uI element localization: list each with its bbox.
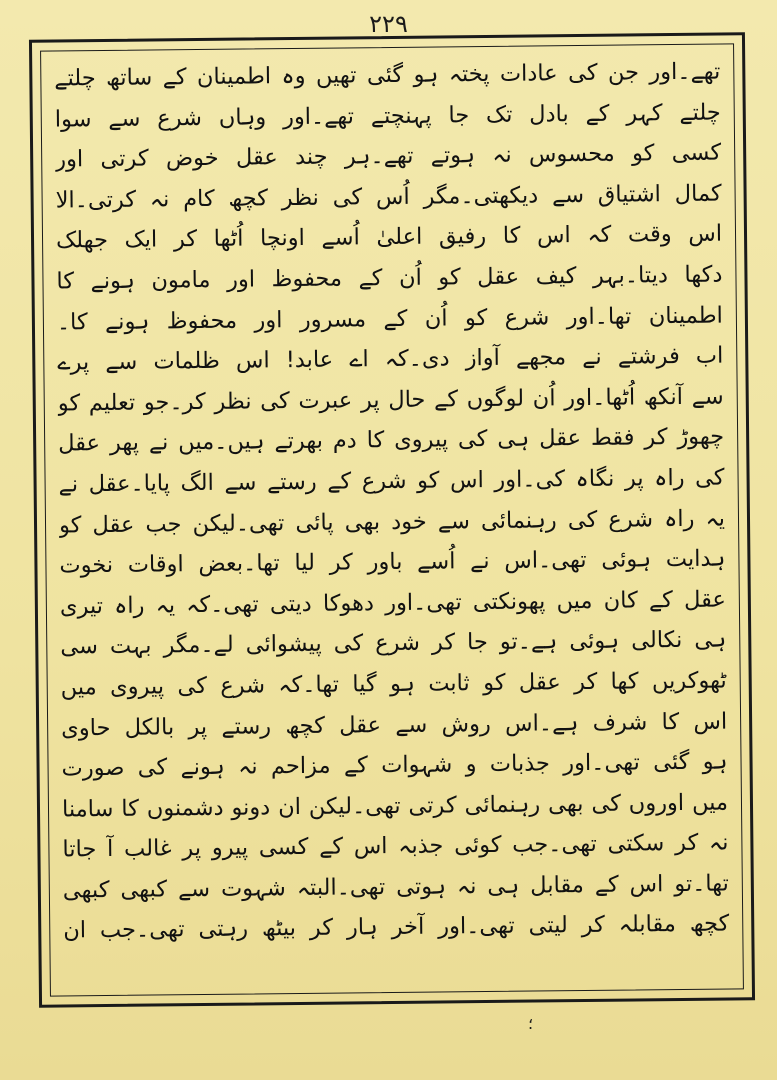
text-line: کی راہ پر نگاہ کی۔اور اس کو شرع کے رستے سے الگ پایا۔عقل نے [58, 464, 725, 498]
text-line: ہی نکالی ہوئی ہے۔تو جا کر شرع کی پیشوائی لے۔مگر بہت سی [60, 626, 727, 660]
text-line: ٹھوکریں کھا کر عقل کو ثابت ہو گیا تھا۔کہ شرع کی پیروی میں [60, 667, 727, 701]
page-border [29, 32, 755, 1007]
text-line: اطمینان تھا۔اور شرع کو اُن کے مسرور اور محفوظ ہونے کا۔ [56, 302, 724, 336]
text-line: میں اوروں کی بھی رہنمائی کرتی تھی۔لیکن ان دونو دشمنوں کا سامنا [61, 789, 729, 823]
text-line: اب فرشتے نے مجھے آواز دی۔کہ اے عابد! اس ظلمات سے پرے [57, 342, 724, 376]
text-line: کسی کو محسوس نہ ہوتے تھے۔ہر چند عقل خوض کرتی اور [55, 139, 722, 173]
text-line: یہ راہ شرع کی رہنمائی سے خود بھی پائی تھی۔لیکن جب عقل کو [58, 505, 726, 539]
body-text [54, 52, 730, 975]
footer-mark: ؛ [528, 1014, 534, 1033]
text-line: کمال اشتیاق سے دیکھتی۔مگر اُس کی نظر کچھ کام نہ کرتی۔الا [55, 180, 722, 214]
text-line: کچھ مقابلہ کر لیتی تھی۔اور آخر ہار کر بیٹھ رہتی تھی۔جب ان [63, 910, 730, 944]
text-line: تھا۔تو اس کے مقابل ہی نہ ہوتی تھی۔البتہ شہوت سے کبھی کبھی [62, 870, 729, 904]
text-line: سے آنکھ اُٹھا۔اور اُن لوگوں کے حال پر عبرت کی نظر کر۔جو تعلیم کو [57, 383, 724, 417]
text-line: نہ کر سکتی تھی۔جب کوئی جذبہ اس کے کسی پیرو پر غالب آ جاتا [62, 829, 729, 863]
text-line: اس کا شرف ہے۔اس روش سے عقل کچھ رستے پر بالکل حاوی [61, 708, 728, 741]
text-line: ہدایت ہوئی تھی۔اس نے اُسے باور کر لیا تھا۔بعض اوقات نخوت [59, 545, 726, 579]
text-line: ہو گئی تھی۔اور جذبات و شہوات کے مزاحم نہ ہونے کی صورت [61, 748, 728, 782]
text-line: عقل کے کان میں پھونکتی تھی۔اور دھوکا دیتی تھی۔کہ یہ راہ تیری [59, 586, 726, 620]
text-line: چھوڑ کر فقط عقل ہی کی پیروی کا دم بھرتے ہیں۔میں نے پھر عقل [58, 423, 725, 457]
text-line: چلتے کہر کے بادل تک جا پہنچتے تھے۔اور وہاں شرع سے سوا [54, 99, 721, 133]
text-line: اس وقت کہ اس کا رفیق اعلیٰ اُسے اونچا اُٹھا کر ایک جھلک [55, 220, 723, 254]
text-line: تھے۔اور جن کی عادات پختہ ہو گئی تھیں وہ اطمینان کے ساتھ چلتے [54, 58, 721, 92]
page-number: ۲۲۹ [369, 10, 408, 38]
text-line: دکھا دیتا۔بہر کیف عقل کو اُن کے محفوظ اور مامون ہونے کا [56, 261, 723, 295]
